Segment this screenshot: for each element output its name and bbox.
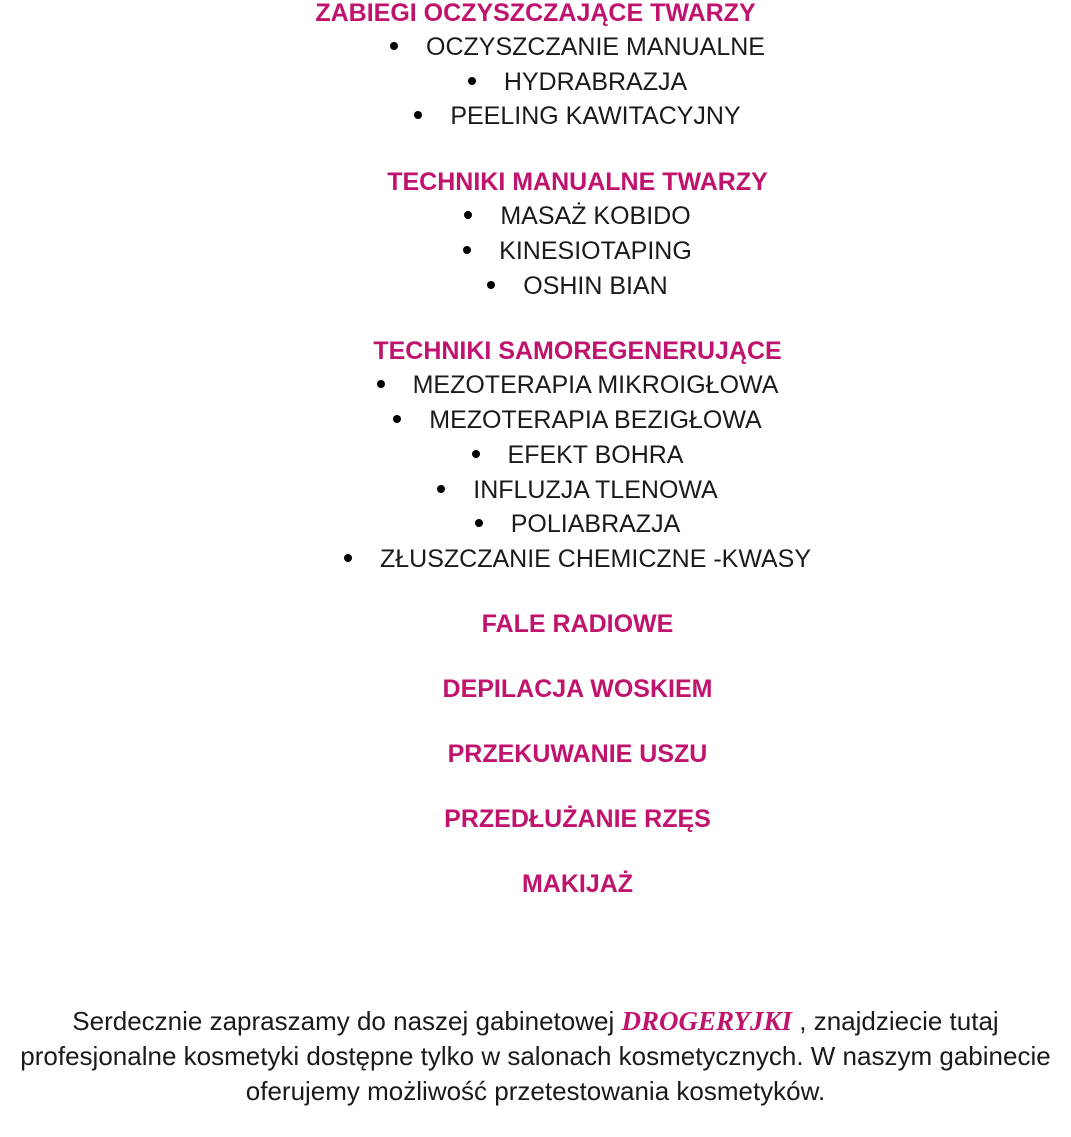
bullet-icon <box>437 485 445 493</box>
bullet-icon <box>463 246 471 254</box>
bullet-icon <box>468 77 476 85</box>
list-item: ZŁUSZCZANIE CHEMICZNE -KWASY <box>0 544 1071 574</box>
section-heading-radio-waves: FALE RADIOWE <box>481 610 674 638</box>
bullet-icon <box>472 450 480 458</box>
section-heading-waxing: DEPILACJA WOSKIEM <box>442 675 713 703</box>
list-item: PEELING KAWITACYJNY <box>0 101 1071 131</box>
section-heading-self-regenerating: TECHNIKI SAMOREGENERUJĄCE <box>373 337 782 365</box>
section-heading-makeup: MAKIJAŻ <box>521 870 634 898</box>
bullet-icon <box>344 554 352 562</box>
bullet-icon <box>393 415 401 423</box>
invitation-paragraph: Serdecznie zapraszamy do naszej gabinetowej DROGERYJKI , znajdziecie tutaj profesjonalne kosmetyki dostępne tylko w salonach kosmetycznych. W naszym gabinecie oferujemy możliwość przetestowania kosmetyków. <box>20 1006 1051 1106</box>
list-item: OCZYSZCZANIE MANUALNE <box>0 32 1071 62</box>
bullet-icon <box>475 519 483 527</box>
list-item: MEZOTERAPIA BEZIGŁOWA <box>0 405 1071 435</box>
section-heading-lash-extensions: PRZEDŁUŻANIE RZĘS <box>444 805 711 833</box>
section-heading-ear-piercing: PRZEKUWANIE USZU <box>447 740 708 768</box>
list-item: MASAŻ KOBIDO <box>0 201 1071 231</box>
bullet-icon <box>414 111 422 119</box>
list-item: EFEKT BOHRA <box>0 440 1071 470</box>
list-item: INFLUZJA TLENOWA <box>0 475 1071 505</box>
bullet-icon <box>377 380 385 388</box>
bullet-icon <box>464 211 472 219</box>
list-item: KINESIOTAPING <box>0 236 1071 266</box>
section-heading-manual-techniques: TECHNIKI MANUALNE TWARZY <box>387 168 768 196</box>
bullet-icon <box>390 42 398 50</box>
list-item: MEZOTERAPIA MIKROIGŁOWA <box>0 370 1071 400</box>
list-item: POLIABRAZJA <box>0 509 1071 539</box>
list-item: HYDRABRAZJA <box>0 67 1071 97</box>
bullet-icon <box>487 281 495 289</box>
section-heading-face-cleansing: ZABIEGI OCZYSZCZAJĄCE TWARZY <box>315 0 756 27</box>
brand-name: DROGERYJKI <box>621 1006 793 1036</box>
list-item: OSHIN BIAN <box>0 271 1071 301</box>
